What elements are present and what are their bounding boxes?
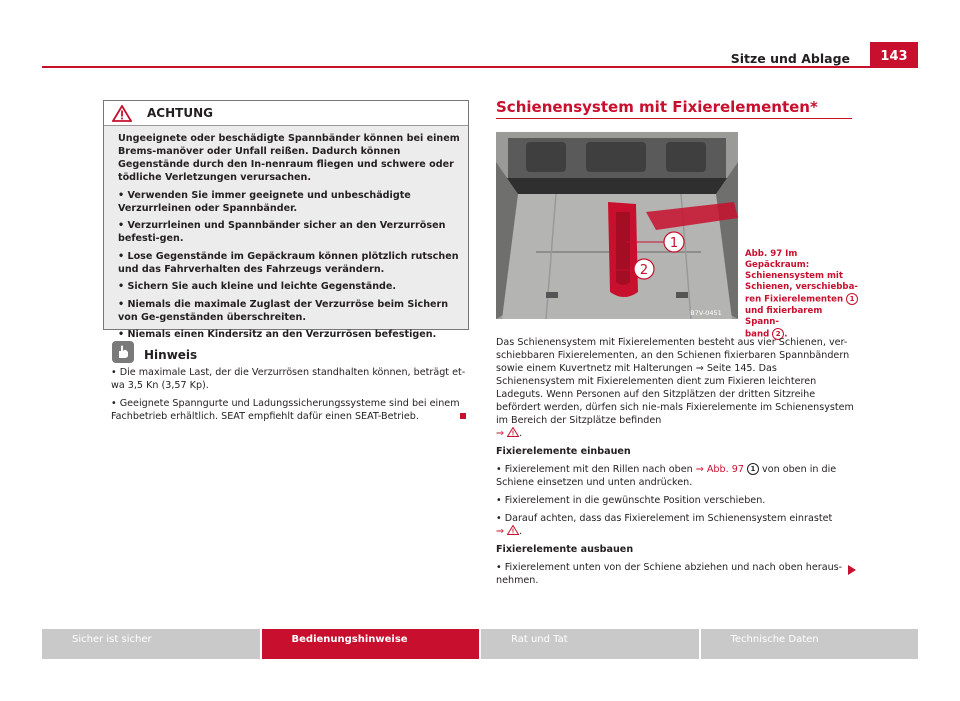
section-body: Das Schienensystem mit Fixierelementen besteht aus vier Schienen, ver-schiebbaren Fixierelementen, an den Schienen fixierbaren Spannbändern sowie einem Kuvertnetz mit Halterungen ⇒ Seite 145. Das Schienensystem mit Fixierelementen dient zum Fixieren leichteren Ladeguts. Wenn Personen auf den Sitzplätzen der dritten Sitzreihe befördert werden, dürfen sich nie-mals Fixierelemente im Schienensystem im Bereich der Sitzplätze befinden ⇒ . Fixierelemente einbauen • Fixierelement mit den Rillen nach oben ⇒ Abb. 97 1 von oben in die Schiene einsetzen und unten andrücken. • Fixierelement in die gewünschte Position verschieben. • Darauf achten, dass das Fixierelement im Schienensystem einrastet ⇒ . Fixierelemente ausbauen • Fixierelement unten von der Schiene abziehen und nach oben heraus-nehmen. [496,336,856,592]
hint-bullet: • Die maximale Last, der die Verzurrösen standhalten können, beträgt et-wa 3,5 Kn (3,57 Kp). [111,367,466,391]
figure-ref-link[interactable]: ⇒ Abb. 97 [695,464,744,475]
warning-bullet: • Verzurrleinen und Spannbänder sicher an den Verzurrösen befesti-gen. [118,220,446,244]
caption-line: Schienen, verschiebba- [745,282,858,292]
footer-tab-technische-daten[interactable]: Technische Daten [701,629,919,659]
warning-bullet: • Sichern Sie auch kleine und leichte Gegenstände. [118,281,397,292]
figure-code: B7V-0451 [690,309,722,317]
warning-box [103,100,469,340]
figure-image [496,132,738,319]
callout-2: 2 [639,263,649,278]
footer-tab-rat-und-tat[interactable]: Rat und Tat [481,629,699,659]
note-hand-icon [112,341,134,363]
remove-step: • Fixierelement unten von der Schiene abziehen und nach oben heraus-nehmen. [496,562,843,586]
footer-nav [42,629,918,659]
warning-ref-arrow[interactable]: ⇒ [496,428,505,439]
caption-line: ren Fixierelementen [745,294,844,305]
warning-header [104,101,468,126]
warning-ref-icon[interactable] [507,427,519,437]
page-number: 143 [870,42,918,68]
caption-line: Schienensystem mit [745,271,843,281]
hint-body [111,366,467,428]
heading-remove: Fixierelemente ausbauen [496,544,634,555]
warning-bullet: • Niemals einen Kindersitz an den Verzurrösen befestigen. [118,329,437,340]
footer-tab-sicher[interactable]: Sicher ist sicher [42,629,260,659]
section-title: Schienensystem mit Fixierelementen* [496,98,818,116]
warning-ref-icon[interactable] [507,525,519,535]
header-rule [42,66,916,68]
warning-triangle-icon [112,105,132,122]
caption-line: band [745,329,770,339]
warning-bullet: • Niemals die maximale Zuglast der Verzurröse beim Sichern von Ge-genständen überschreiten. [118,298,449,323]
intro-text: Das Schienensystem mit Fixierelementen besteht aus vier Schienen, ver-schiebbaren Fixierelementen, an den Schienen fixierbaren Spannbändern sowie einem Kuvertnetz mit Halterungen ⇒ Seite 145. Das Schienensystem mit Fixierelementen dient zum Fixieren leichteren Ladeguts. Wenn Personen auf den Sitzplätzen der dritten Sitzreihe befördert werden, dürfen sich nie-mals Fixierelemente im Schienensystem im Bereich der Sitzplätze befinden [496,337,854,426]
caption-number-2: 2 [772,328,784,340]
caption-line: Abb. 97 Im Gepäckraum: [745,249,810,270]
caption-line: und fixierbarem Spann- [745,305,823,327]
hint-title: Hinweis [144,348,198,362]
install-step: • Darauf achten, dass das Fixierelement im Schienensystem einrastet [496,513,833,524]
cargo-area-illustration [496,132,738,319]
callout-1: 1 [669,236,679,251]
continue-arrow-icon [848,565,856,575]
caption-number-1: 1 [846,293,858,305]
warning-paragraph: Ungeeignete oder beschädigte Spannbänder können bei einem Brems-manöver oder Unfall reißen. Dadurch können Gegenstände durch den In-nenraum fliegen und schwere oder tödliche Verletzungen verursachen. [118,133,460,183]
warning-body [118,132,462,346]
running-header-title: Sitze und Ablage [730,51,850,66]
heading-install: Fixierelemente einbauen [496,446,631,457]
warning-bullet: • Verwenden Sie immer geeignete und unbeschädigte Verzurrleinen oder Spannbänder. [118,189,411,214]
warning-bullet: • Lose Gegenstände im Gepäckraum können plötzlich rutschen und das Fahrverhalten des Fahrzeugs verändern. [118,250,459,275]
figure-caption: Abb. 97 Im Gepäckraum: Schienensystem mit Schienen, verschiebba- ren Fixierelementen 1 und fixierbarem Spann- band 2 . [745,249,858,339]
section-end-marker [460,413,466,419]
install-step: • Fixierelement in die gewünschte Position verschieben. [496,495,766,506]
warning-title: ACHTUNG [147,106,213,120]
section-rule [496,118,852,119]
hint-bullet: • Geeignete Spanngurte und Ladungssicherungssysteme sind bei einem Fachbetrieb erhältlich. SEAT empfiehlt dafür einen SEAT-Betrieb. [111,398,460,422]
warning-ref-arrow[interactable]: ⇒ [496,526,505,537]
footer-tab-bedienungshinweise[interactable]: Bedienungshinweise [262,629,480,659]
ref-number-1: 1 [747,463,759,475]
